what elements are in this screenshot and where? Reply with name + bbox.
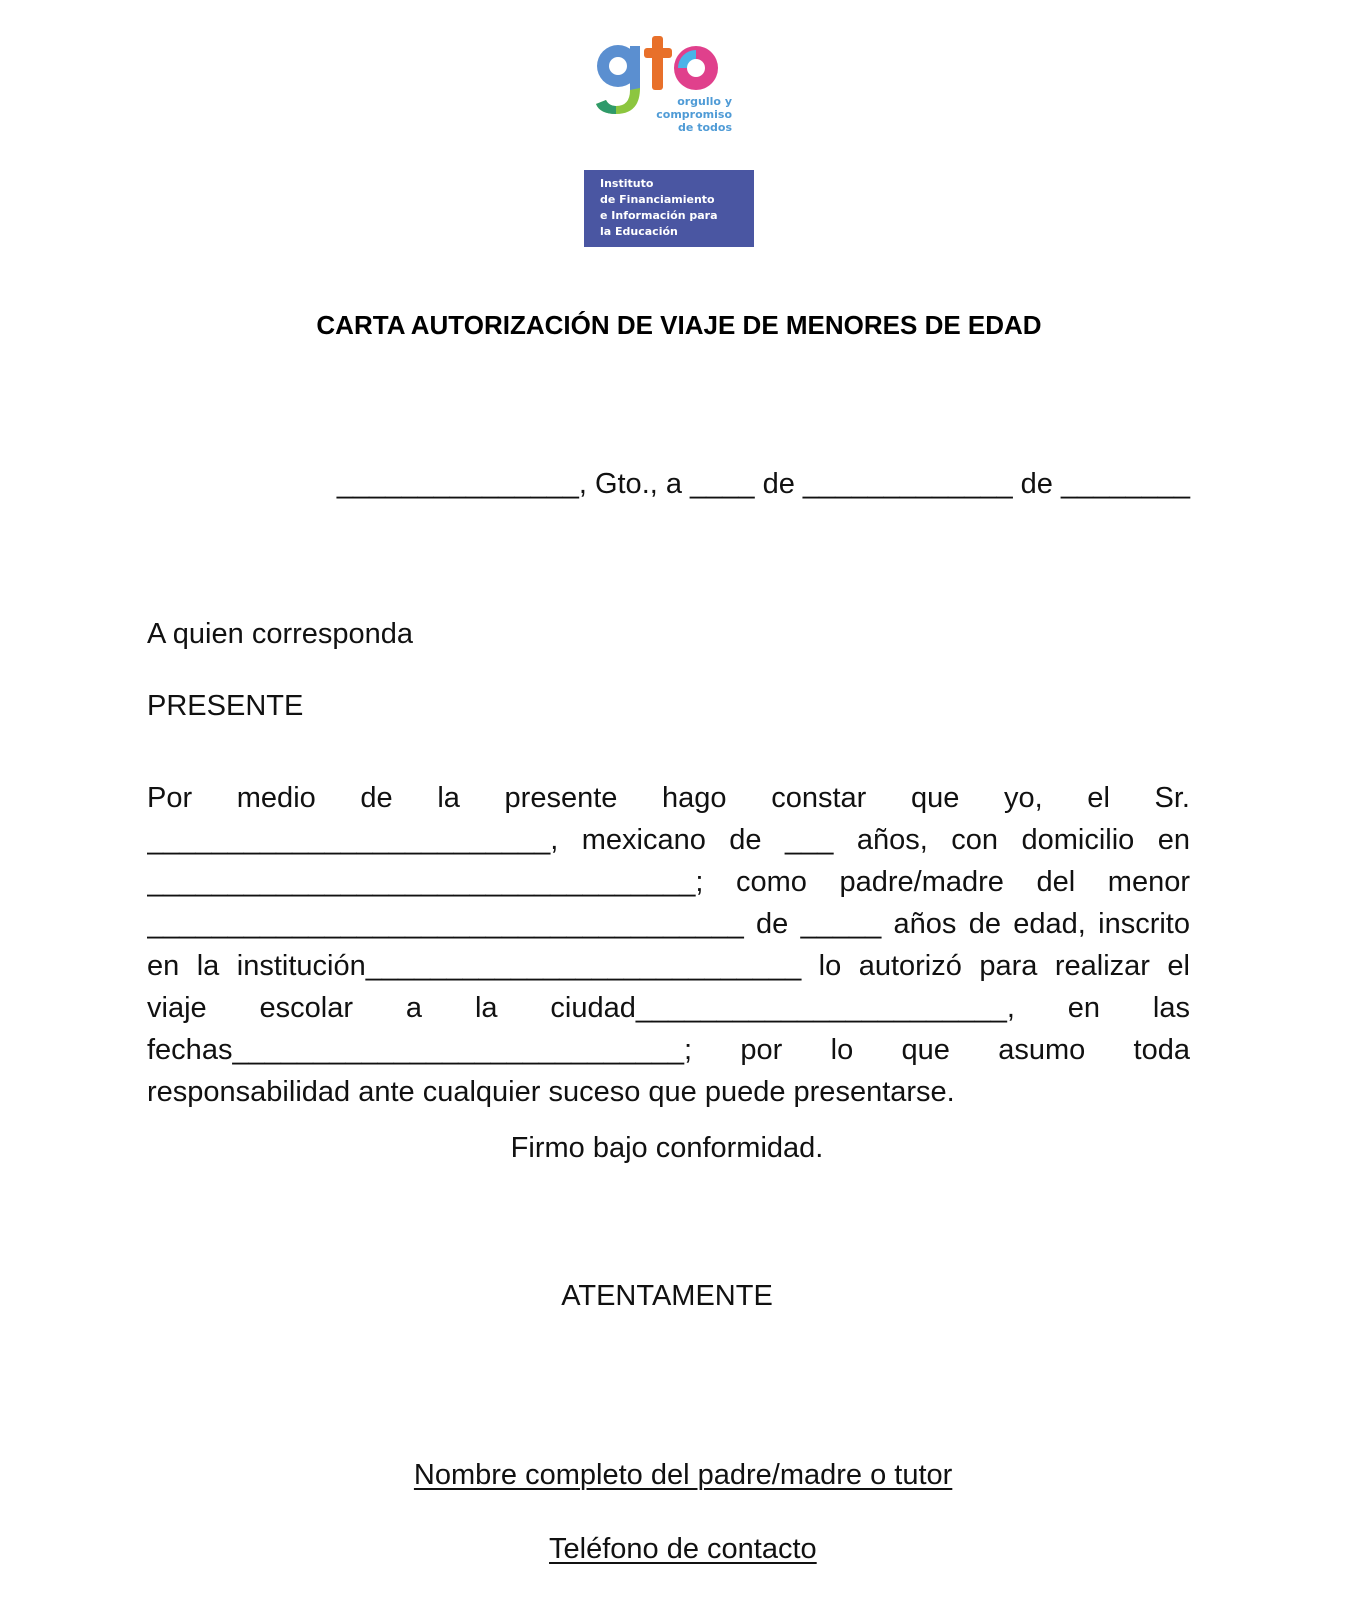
signature-name-text: Nombre completo del padre/madre o tutor — [413, 1459, 953, 1491]
paragraph-last-line: responsabilidad ante cualquier suceso que puede presentarse. — [147, 1076, 955, 1108]
paragraph-line: _________________________, mexicano de ___ años, con domicilio en — [147, 824, 1190, 856]
contact-phone-text: Teléfono de contacto — [549, 1533, 817, 1565]
tagline-line-1: orgullo y — [677, 95, 732, 108]
atentamente-text: ATENTAMENTE — [561, 1280, 773, 1312]
paragraph-line: en la institución___________________________ lo autorizó para realizar el — [147, 950, 1190, 982]
institute-line-4: la Educación — [600, 225, 678, 238]
greeting: A quien corresponda — [147, 618, 414, 650]
tagline-line-3: de todos — [678, 121, 732, 134]
firmo-text: Firmo bajo conformidad. — [510, 1132, 824, 1164]
paragraph-line: fechas____________________________; por lo que asumo toda — [147, 1034, 1190, 1066]
institute-line-1: Instituto — [600, 177, 654, 190]
paragraph-line: _____________________________________ de _____ años de edad, inscrito — [147, 908, 1190, 940]
tagline-line-2: compromiso — [656, 108, 732, 121]
document-title: CARTA AUTORIZACIÓN DE VIAJE DE MENORES DE EDAD — [316, 310, 1042, 340]
institute-line-2: de Financiamiento — [600, 193, 715, 206]
contact-phone-label — [0, 1500, 1334, 1599]
institute-logo-box — [584, 170, 754, 247]
gto-tagline — [652, 95, 732, 134]
authorization-paragraph — [147, 777, 1190, 1113]
paragraph-line: Por medio de la presente hago constar que yo, el Sr. — [147, 782, 1190, 814]
paragraph-line: __________________________________; como padre/madre del menor — [147, 866, 1190, 898]
paragraph-line: viaje escolar a la ciudad_______________________, en las — [147, 992, 1190, 1024]
presente-label: PRESENTE — [147, 690, 304, 722]
date-line: _______________, Gto., a ____ de _____________ de ________ — [336, 468, 1190, 500]
institute-line-3: e Información para — [600, 209, 718, 222]
